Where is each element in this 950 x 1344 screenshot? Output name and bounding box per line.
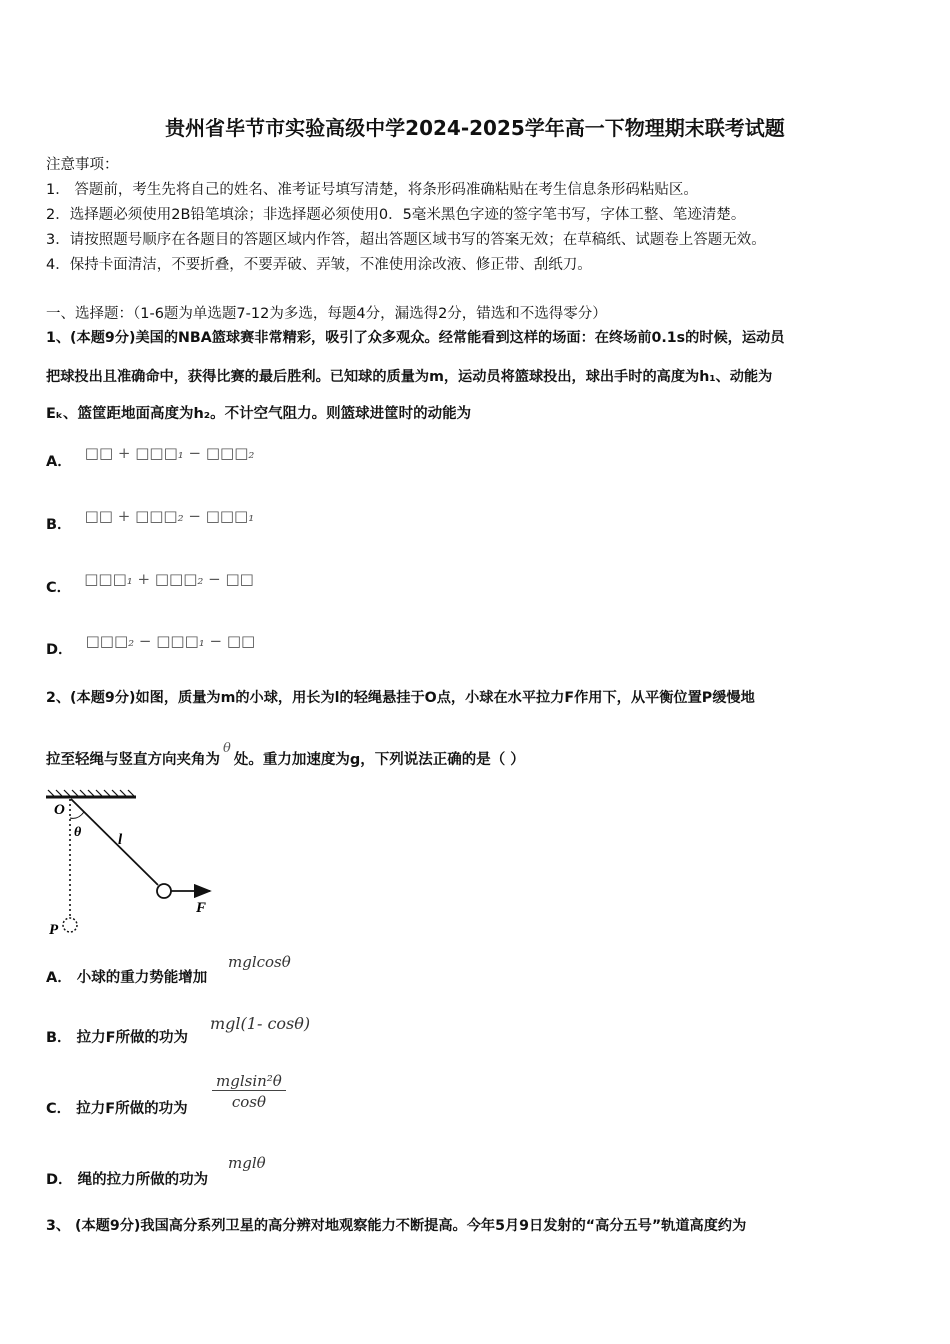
q2-option-c-label: C． [46, 1101, 72, 1117]
q2-option-d-label: D． [46, 1172, 73, 1188]
q1-option-d-expr: □□□₂ − □□□₁ − □□ [85, 632, 256, 650]
notice-item-1: 1． 答题前，考生先将自己的姓名、准考证号填写清楚，将条形码准确粘贴在考生信息条形码粘贴区。 [46, 182, 698, 198]
q2-line-2-a: 拉至轻绳与竖直方向夹角为 [46, 752, 220, 768]
q2-option-a-label: A． [46, 970, 72, 986]
q1-option-d-label: D． [46, 642, 73, 658]
q2-option-d-text: 绳的拉力所做的功为 [77, 1172, 209, 1188]
pendulum-figure [40, 788, 220, 940]
q1-option-c-label: C． [46, 580, 72, 596]
q2-option-a[interactable] [46, 966, 207, 987]
ball-icon [157, 884, 171, 898]
q1-option-c[interactable] [46, 570, 254, 597]
q1-option-a-expr: □□ + □□□₁ − □□□₂ [84, 444, 255, 462]
q2-line-2-b: 处。重力加速度为g，下列说法正确的是（ ） [233, 752, 525, 768]
label-theta: θ [74, 825, 82, 840]
q1-line-1: 1、(本题9分)美国的NBA篮球赛非常精彩，吸引了众多观众。经常能看到这样的场面：在终场前0.1s的时候，运动员 [46, 330, 785, 346]
q2-line-2 [46, 741, 525, 769]
q2-option-b-expr: mgl(1- cosθ) [210, 1014, 311, 1033]
theta-arc [70, 812, 84, 818]
q1-option-d[interactable] [46, 632, 256, 659]
q2-option-b[interactable] [46, 1026, 188, 1047]
q1-option-b-label: B． [46, 517, 72, 533]
page-title: 贵州省毕节市实验高级中学2024-2025学年高一下物理期末联考试题 [165, 116, 785, 140]
q1-option-a-label: A． [46, 454, 72, 470]
q2-option-b-text: 拉力F所做的功为 [76, 1030, 189, 1046]
q2-option-b-label: B． [46, 1030, 72, 1046]
q3-line-1: 3、 (本题9分)我国高分系列卫星的高分辨对地观察能力不断提高。今年5月9日发射的“高分五号”轨道高度约为 [46, 1218, 747, 1234]
ball-equilibrium-dashed [63, 918, 77, 932]
q2-option-a-text: 小球的重力势能增加 [76, 970, 208, 986]
ceiling-hatch [46, 790, 136, 797]
notice-item-3: 3．请按照题号顺序在各题目的答题区域内作答，超出答题区域书写的答案无效；在草稿纸、试题卷上答题无效。 [46, 232, 766, 248]
notice-item-4: 4．保持卡面清洁，不要折叠，不要弄破、弄皱，不准使用涂改液、修正带、刮纸刀。 [46, 257, 592, 273]
notice-item-2: 2．选择题必须使用2B铅笔填涂；非选择题必须使用0．5毫米黑色字迹的签字笔书写，字体工整、笔迹清楚。 [46, 207, 746, 223]
q2-option-a-expr: mglcosθ [228, 953, 291, 971]
label-F: F [196, 900, 207, 916]
label-O: O [54, 802, 65, 818]
rope-line [71, 799, 158, 885]
q1-option-b-expr: □□ + □□□₂ − □□□₁ [84, 507, 255, 525]
q2-option-d-expr: mglθ [228, 1154, 266, 1172]
q2-line-1: 2、(本题9分)如图，质量为m的小球，用长为l的轻绳悬挂于O点，小球在水平拉力F作用下，从平衡位置P缓慢地 [46, 690, 755, 706]
q1-line-2: 把球投出且准确命中，获得比赛的最后胜利。已知球的质量为m，运动员将篮球投出，球出手时的高度为h₁、动能为 [46, 369, 773, 385]
q2-option-c-numerator: mglsin²θ [212, 1072, 286, 1091]
label-P: P [49, 922, 59, 938]
label-l: l [118, 832, 123, 848]
q2-option-c-fraction [212, 1072, 286, 1111]
q2-option-d[interactable] [46, 1168, 208, 1189]
q2-option-c[interactable] [46, 1097, 188, 1118]
q1-option-a[interactable] [46, 444, 255, 471]
q1-line-3: Eₖ、篮筐距地面高度为h₂。不计空气阻力。则篮球进筐时的动能为 [46, 406, 472, 422]
q2-theta-symbol: θ [223, 741, 231, 756]
q2-option-c-denominator: cosθ [231, 1093, 266, 1111]
q2-option-c-text: 拉力F所做的功为 [76, 1101, 188, 1117]
q1-option-b[interactable] [46, 507, 255, 534]
q1-option-c-expr: □□□₁ + □□□₂ − □□ [84, 570, 254, 588]
section-heading: 一、选择题：（1-6题为单选题7-12为多选，每题4分，漏选得2分，错选和不选得零分） [46, 306, 607, 322]
notice-heading: 注意事项： [46, 157, 119, 173]
